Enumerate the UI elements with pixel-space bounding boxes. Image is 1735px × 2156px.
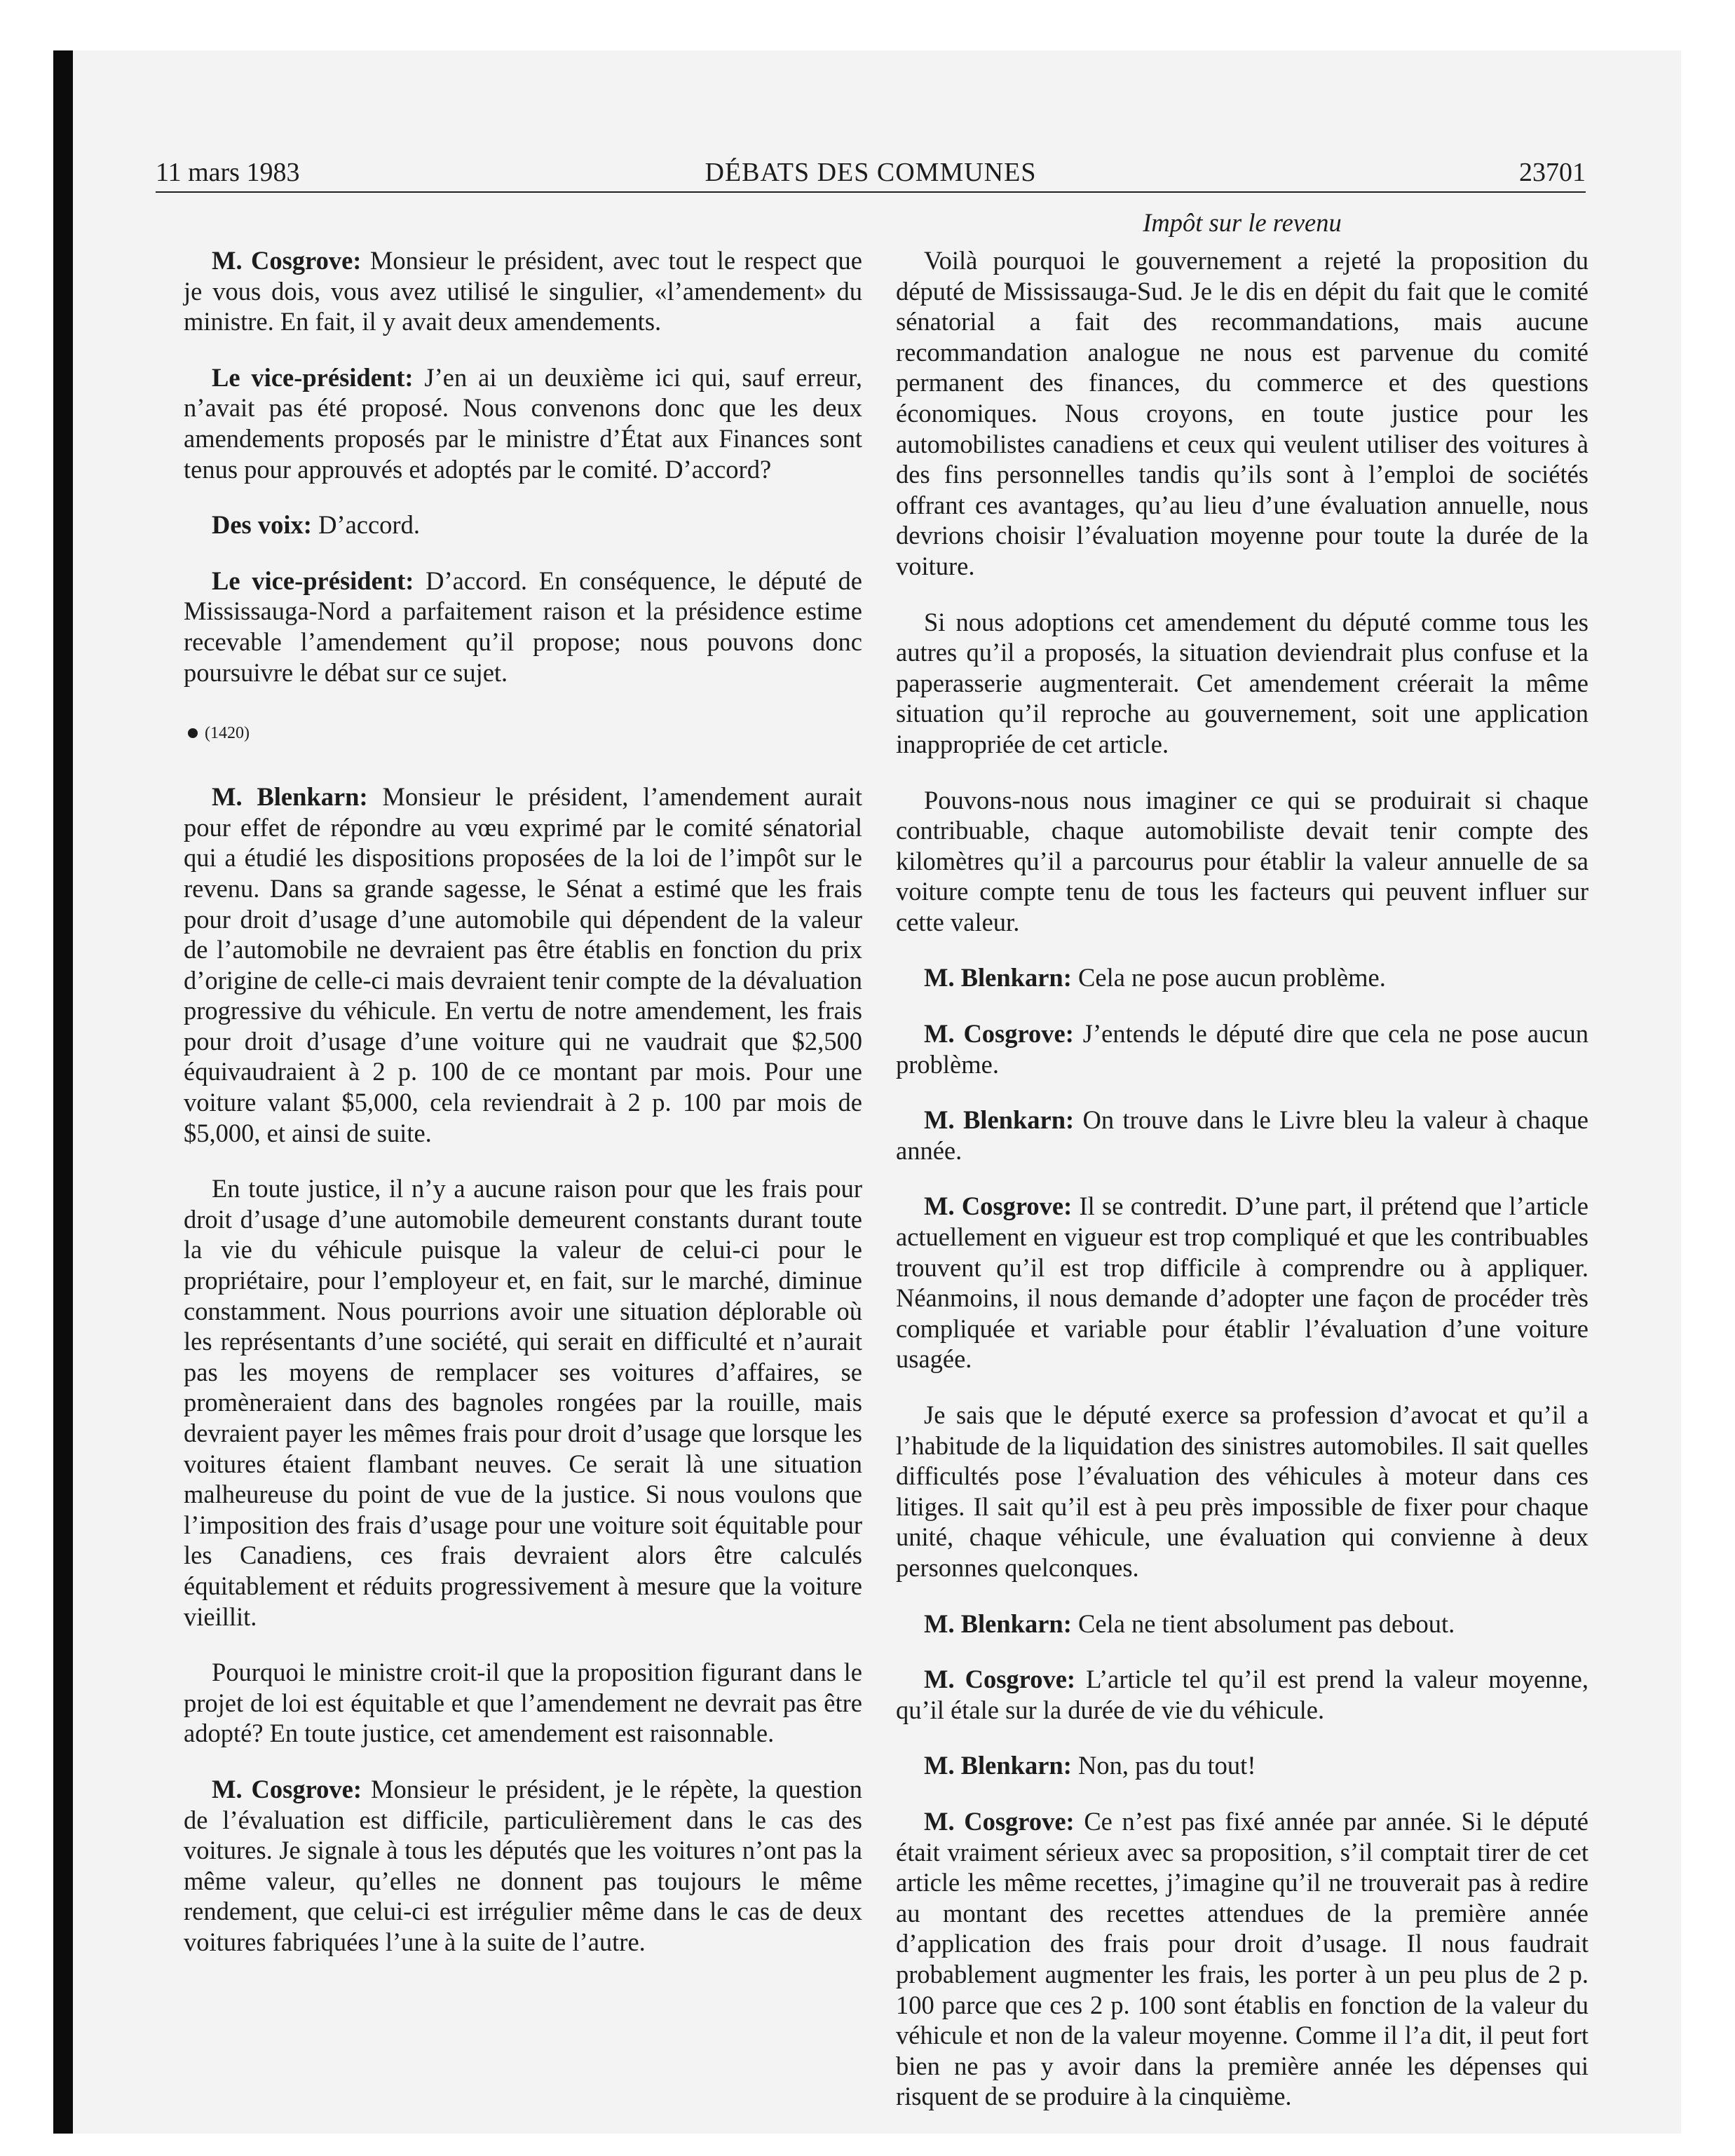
paragraph	[896, 1750, 1588, 1781]
paragraph	[184, 566, 862, 688]
speaker-name: Le vice-président:	[212, 566, 414, 595]
paragraph-text: Il se contredit. D’une part, il prétend que l’article actuellement en vigueur est trop compliqué et que les contribuables trouvent qu’il est trop difficile à comprendre ou à appliquer. Néanmoins, il nous demande d’adopter une façon de procéder très compliquée et variable pour établir l’évaluation d’une voiture usagée.	[896, 1192, 1588, 1374]
binding-edge	[53, 50, 73, 2134]
speaker-name: M. Blenkarn:	[924, 963, 1072, 992]
speaker-name: M. Cosgrove:	[924, 1665, 1076, 1694]
paragraph	[896, 962, 1588, 993]
paragraph-text: Non, pas du tout!	[1071, 1751, 1256, 1780]
speaker-name: Le vice-président:	[212, 362, 414, 392]
paragraph	[896, 785, 1588, 938]
timestamp: (1420)	[205, 724, 250, 743]
speaker-name: M. Blenkarn:	[924, 1609, 1072, 1638]
paragraph-text: Voilà pourquoi le gouvernement a rejeté la proposition du député de Mississauga-Sud. Je le dis en dépit du fait que le comité sénatorial a fait des recommandations, mais aucune recommandation analogue ne nous est parvenue du comité permanent des finances, du commerce et des questions économiques. Nous croyons, en toute justice pour les automobilistes canadiens et ceux qui veulent utiliser des voitures à des fins personnelles tandis qu’ils sont à l’emploi de sociétés offrant ces avantages, qu’au lieu d’une évaluation annuelle, nous devrions choisir l’évaluation moyenne pour toute la durée de la voiture.	[896, 246, 1588, 580]
paragraph-text: J’en ai un deuxième ici qui, sauf erreur, n’avait pas été proposé. Nous convenons donc que les deux amendements proposés par le ministre d’État aux Finances sont tenus pour approuvés et adoptés par le comité. D’accord?	[184, 362, 863, 484]
paragraph	[896, 1806, 1588, 2112]
paragraph-text: Pouvons-nous nous imaginer ce qui se produirait si chaque contribuable, chaque automobiliste devait tenir compte des kilomètres qu’il a parcourus pour établir la valeur annuelle de sa voiture compte tenu de tous les facteurs qui peuvent influer sur cette valeur.	[896, 785, 1588, 936]
paragraph	[184, 782, 862, 1148]
paragraph-text: D’accord. En conséquence, le député de Mississauga-Nord a parfaitement raison et la présidence estime recevable l’amendement qu’il propose; nous pouvons donc poursuivre le débat sur ce sujet.	[184, 566, 862, 687]
paragraph-text: Monsieur le président, l’amendement aurait pour effet de répondre au vœu exprimé par le comité sénatorial qui a étudié les dispositions proposées de la loi de l’impôt sur le revenu. Dans sa grande sagesse, le Sénat a estimé que les frais pour droit d’usage d’une automobile qui dépendent de la valeur de l’automobile ne devraient pas être établis en fonction du prix d’origine de celle-ci mais devraient tenir compte de la dévaluation progressive du véhicule. En vertu de notre amendement, les frais pour droit d’usage d’une voiture qui ne vaudrait que $2,500 équivaudraient à 2 p. 100 de ce montant par mois. Pour une voiture valant $5,000, cela reviendrait à 2 p. 100 par mois de $5,000, et ainsi de suite.	[184, 782, 862, 1147]
paragraph-text: L’article tel qu’il est prend la valeur moyenne, qu’il étale sur la durée de vie du véhicule.	[896, 1665, 1588, 1724]
page-number: 23701	[1519, 158, 1586, 187]
speaker-name: Des voix:	[212, 510, 312, 540]
paragraph	[896, 1664, 1588, 1725]
paragraph	[896, 1018, 1588, 1079]
right-column-body	[896, 245, 1588, 2112]
paragraph	[896, 1400, 1588, 1583]
paragraph	[896, 1609, 1588, 1639]
paragraph	[184, 1173, 862, 1632]
speaker-name: M. Blenkarn:	[212, 782, 368, 812]
paragraph-text: Cela ne tient absolument pas debout.	[1071, 1609, 1455, 1638]
paragraph	[184, 362, 862, 484]
speaker-name: M. Cosgrove:	[924, 1019, 1074, 1049]
speaker-name: M. Cosgrove:	[212, 246, 362, 275]
right-column	[896, 245, 1588, 2112]
header-rule	[156, 191, 1586, 193]
timestamp-marker	[184, 723, 862, 744]
left-column	[184, 245, 862, 1958]
paragraph	[896, 1105, 1588, 1166]
paragraph	[896, 1191, 1588, 1374]
paragraph-text: J’entends le député dire que cela ne pose aucun problème.	[896, 1019, 1588, 1079]
speaker-name: M. Blenkarn:	[924, 1751, 1072, 1780]
speaker-name: M. Cosgrove:	[924, 1806, 1075, 1836]
paragraph-text: On trouve dans le Livre bleu la valeur à chaque année.	[896, 1105, 1588, 1165]
header-date: 11 mars 1983	[156, 158, 300, 187]
bullet-icon	[188, 728, 198, 738]
paragraph-text: Ce n’est pas fixé année par année. Si le député était vraiment sérieux avec sa proposition, s’il comptait tirer de cet article les même recettes, j’imagine qu’il ne trouverait pas à redire au montant des recettes attendues de la première année d’application des frais pour droit d’usage. Il nous faudrait probablement augmenter les frais, les porter à un peu plus de 2 p. 100 parce que ces 2 p. 100 sont établis en fonction de la valeur du véhicule et non de la valeur moyenne. Comme il l’a dit, il peut fort bien ne pas y avoir dans la première année les dépenses qui risquent de se produire à la cinquième.	[896, 1806, 1588, 2111]
paragraph-text: Si nous adoptions cet amendement du député comme tous les autres qu’il a proposés, la situation deviendrait plus confuse et la paperasserie augmenterait. Cet amendement créerait la même situation qu’il reproche au gouvernement, soit une application inappropriée de cet article.	[896, 607, 1588, 758]
paragraph	[184, 1657, 862, 1749]
paragraph-text: Cela ne pose aucun problème.	[1071, 963, 1386, 992]
speaker-name: M. Cosgrove:	[212, 1774, 362, 1803]
paragraph	[896, 607, 1588, 760]
paragraph-text: Pourquoi le ministre croit-il que la proposition figurant dans le projet de loi est équitable et que l’amendement ne devrait pas être adopté? En toute justice, cet amendement est raisonnable.	[184, 1658, 862, 1748]
left-column-upper	[184, 245, 862, 688]
left-column-lower	[184, 782, 862, 1957]
section-title: Impôt sur le revenu	[1143, 208, 1342, 237]
paragraph	[896, 245, 1588, 582]
paragraph	[184, 1774, 862, 1958]
paragraph-text: Monsieur le président, je le répète, la question de l’évaluation est difficile, particulièrement dans le cas des voitures. Je signale à tous les députés que les voitures n’ont pas la même valeur, qu’elles ne donnent pas toujours le même rendement, que celui-ci est irrégulier même dans le cas de deux voitures fabriquées l’une à la suite de l’autre.	[184, 1774, 862, 1956]
paragraph-text: En toute justice, il n’y a aucune raison pour que les frais pour droit d’usage d’une automobile demeurent constants durant toute la vie du véhicule puisque la valeur de celui-ci pour le propriétaire, pour l’employeur et, en fait, sur le marché, diminue constamment. Nous pourrions avoir une situation déplorable où les représentants d’une société, qui serait en difficulté et n’aurait pas les moyens de remplacer ses voitures d’affaires, se promèneraient dans des bagnoles rongées par la rouille, mais devraient payer les mêmes frais pour droit d’usage que lorsque les voitures étaient flambant neuves. Ce serait là une situation malheureuse du point de vue de la justice. Si nous voulons que l’imposition des frais d’usage pour une voiture soit équitable pour les Canadiens, ces frais devraient alors être calculés équitablement et réduits progressivement à mesure que la voiture vieillit.	[184, 1174, 862, 1631]
speaker-name: M. Blenkarn:	[924, 1105, 1075, 1135]
speaker-name: M. Cosgrove:	[924, 1192, 1073, 1221]
paragraph-text: Monsieur le président, avec tout le respect que je vous dois, vous avez utilisé le singulier, «l’amendement» du ministre. En fait, il y avait deux amendements.	[184, 246, 862, 336]
paragraph-text: Je sais que le député exerce sa profession d’avocat et qu’il a l’habitude de la liquidation des sinistres automobiles. Il sait quelles difficultés pose l’évaluation des véhicules à moteur dans ces litiges. Il sait qu’il est à peu près impossible de fixer pour chaque unité, chaque véhicule, une évaluation qui convienne à deux personnes quelconques.	[896, 1400, 1588, 1582]
header-title: DÉBATS DES COMMUNES	[705, 158, 1037, 187]
paragraph	[184, 245, 862, 337]
paragraph-text: D’accord.	[311, 510, 420, 540]
page-header	[156, 154, 1586, 191]
paragraph	[184, 510, 862, 540]
